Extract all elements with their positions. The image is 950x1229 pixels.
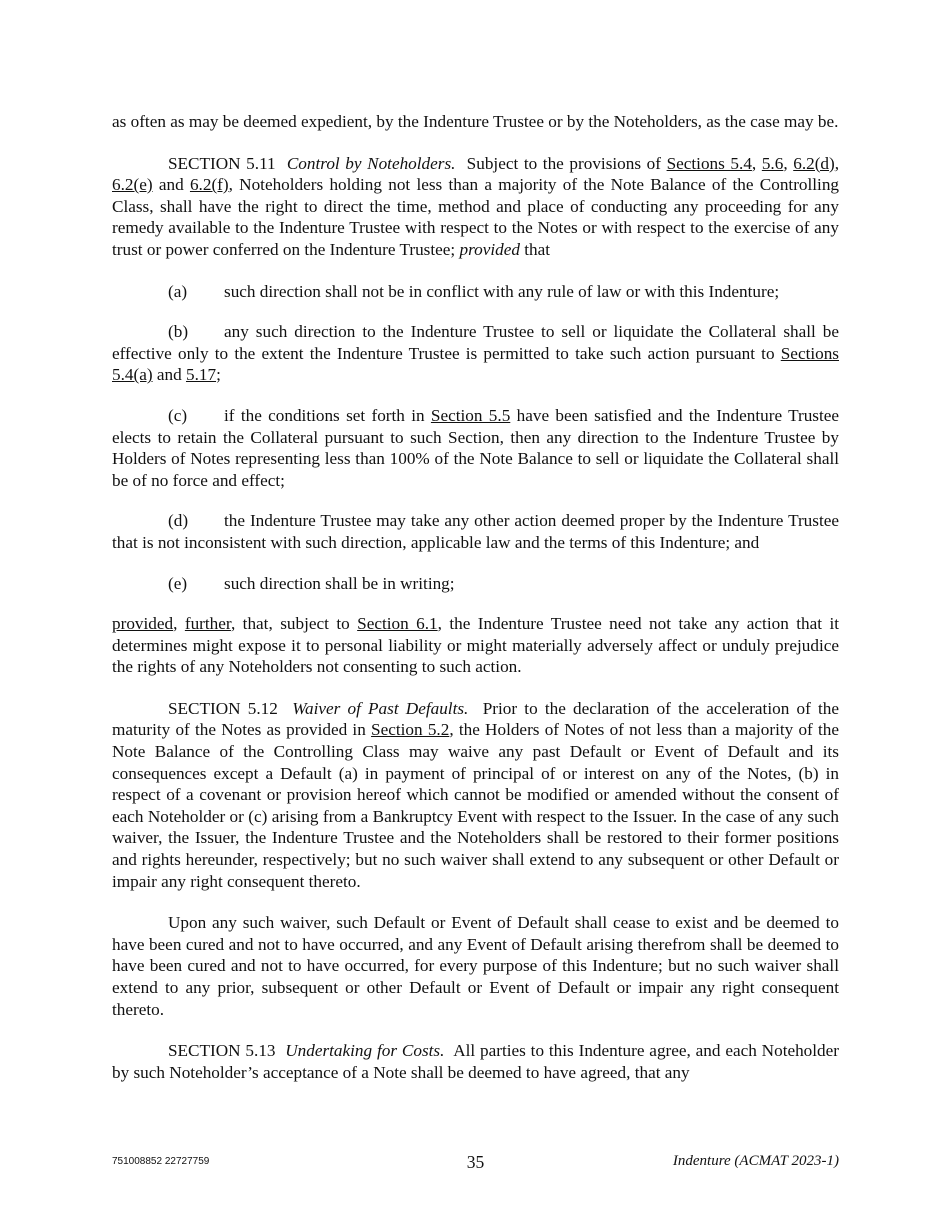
item-b: (b) any such direction to the Indenture Trustee to sell or liquidate the Collateral shall be effective only to the extent the Indenture Trustee is permitted to take such action pursuant to Sections 5.4(a) and 5.17; — [112, 322, 839, 385]
section-5-11-title: Control by Noteholders. — [286, 153, 456, 173]
continuation-paragraph: as often as may be deemed expedient, by the Indenture Trustee or by the Noteholders, as the case may be. — [112, 112, 839, 131]
ref-section-5-2: Section 5.2 — [371, 720, 450, 740]
item-e-label: (e) — [168, 573, 188, 593]
ref-sections-5-4-a: Sections 5.4(a) — [112, 343, 839, 385]
section-5-13-title: Undertaking for Costs. — [285, 1041, 445, 1061]
document-id: 751008852 22727759 — [112, 1156, 210, 1167]
ref-6-2-d: 6.2(d) — [793, 153, 835, 173]
item-c: (c) if the conditions set forth in Section 5.5 have been satisfied and the Indenture Trustee elects to retain the Collateral pursuant to such Section, then any direction to the Indenture Trustee by Holders of Notes representing less than 100% of the Note Balance to sell or liquidate the Collateral shall be of no force and effect; — [112, 405, 840, 490]
document-body — [112, 111, 839, 1103]
ref-6-2-f: 6.2(f) — [189, 175, 229, 195]
section-5-12-heading: SECTION 5.12 — [168, 698, 278, 718]
section-5-11-heading: SECTION 5.11 — [168, 153, 276, 173]
ref-6-2-e: 6.2(e) — [112, 175, 153, 195]
page-number: 35 — [466, 1152, 485, 1172]
ref-sections-5-4: Sections 5.4 — [666, 153, 752, 173]
ref-section-5-5: Section 5.5 — [430, 405, 511, 425]
ref-5-17: 5.17 — [185, 365, 217, 385]
item-e: (e) such direction shall be in writing; — [168, 573, 455, 593]
section-5-11-paragraph: SECTION 5.11 Control by Noteholders. Subject to the provisions of Sections 5.4, 5.6, 6.2(d), 6.2(e) and 6.2(f), Noteholders holding not less than a majority of the Note Balance of the Controlling Class, shall have the right to direct the time, method and place of conducting any proceeding for any remedy available to the Indenture Trustee with respect to the Notes or with respect to the exercise of any trust or power conferred on the Indenture Trustee; provided that — [112, 153, 840, 259]
section-5-12-paragraph: SECTION 5.12 Waiver of Past Defaults. Prior to the declaration of the acceleration of the maturity of the Notes as provided in Section 5.2, the Holders of Notes of not less than a majority of the Note Balance of the Controlling Class may waive any past Default or Event of Default and its consequences except a Default (a) in payment of principal of or interest on any of the Notes, (b) in respect of a covenant or provision hereof which cannot be modified or amended without the consent of each Noteholder or (c) arising from a Bankruptcy Event with respect to the Issuer. In the case of any such waiver, the Issuer, the Indenture Trustee and the Noteholders shall be restored to their former positions and rights hereunder, respectively; but no such waiver shall extend to any subsequent or other Default or impair any right consequent thereto. — [112, 698, 839, 891]
item-a-label: (a) — [168, 281, 188, 301]
ref-section-6-1: Section 6.1 — [357, 614, 438, 634]
item-a: (a) such direction shall not be in conflict with any rule of law or with this Indenture; — [168, 281, 780, 301]
ref-5-6: 5.6 — [761, 153, 784, 173]
document-title: Indenture (ACMAT 2023-1) — [672, 1153, 839, 1169]
item-c-label: (c) — [168, 405, 188, 425]
page-footer — [112, 1152, 839, 1176]
section-5-13-heading: SECTION 5.13 — [168, 1041, 276, 1061]
proviso-paragraph: provided, further, that, subject to Section 6.1, the Indenture Trustee need not take any action that it determines might expose it to personal liability or might materially adversely affect or unduly prejudice the rights of any Noteholders not consenting to such action. — [112, 614, 839, 677]
item-d: (d) the Indenture Trustee may take any other action deemed proper by the Indenture Trustee that is not inconsistent with such direction, applicable law and the terms of this Indenture; and — [112, 511, 839, 552]
waiver-paragraph: Upon any such waiver, such Default or Event of Default shall cease to exist and be deemed to have been cured and not to have occurred, and any Event of Default arising therefrom shall be deemed to have been cured and not to have occurred, for every purpose of this Indenture; but no such waiver shall extend to any prior, subsequent or other Default or Event of Default or impair any right consequent thereto. — [112, 913, 839, 1019]
section-5-13-paragraph: SECTION 5.13 Undertaking for Costs. All parties to this Indenture agree, and each Noteholder by such Noteholder’s acceptance of a Note shall be deemed to have agreed, that any — [112, 1041, 840, 1082]
section-5-12-title: Waiver of Past Defaults. — [292, 698, 469, 718]
item-d-label: (d) — [168, 511, 189, 531]
item-b-label: (b) — [168, 322, 189, 342]
